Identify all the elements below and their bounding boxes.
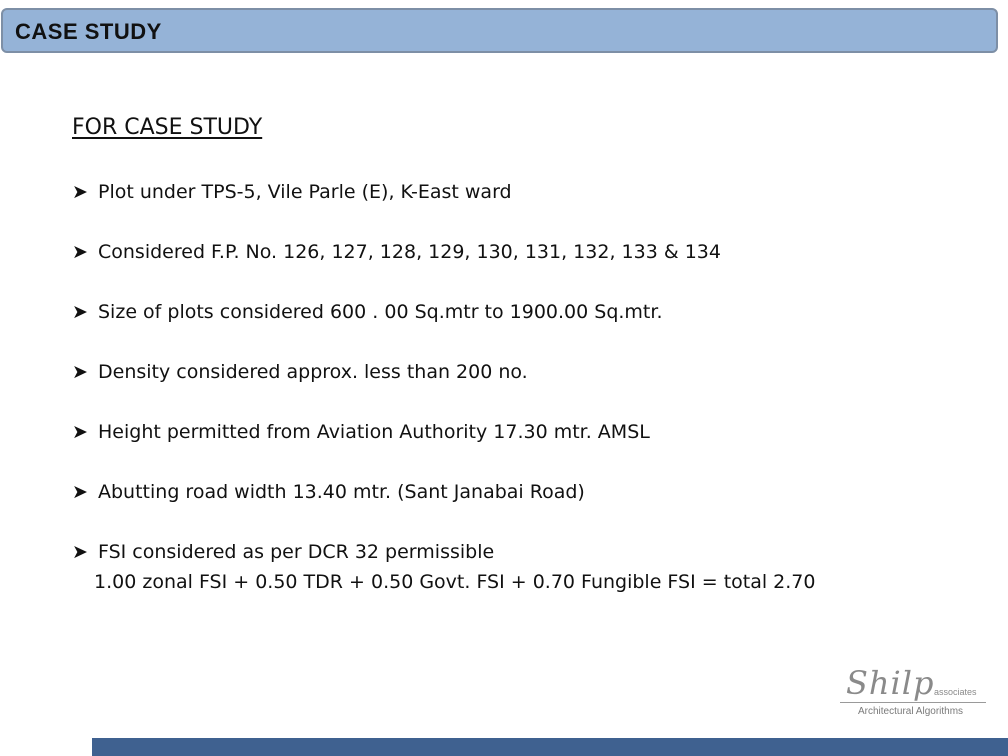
bullet-text: Considered F.P. No. 126, 127, 128, 129, 130, 131, 132, 133 & 134 <box>98 241 721 263</box>
arrow-bullet-icon: ➤ <box>72 241 88 263</box>
logo-divider <box>840 702 986 703</box>
bullet-text: Density considered approx. less than 200 no. <box>98 361 528 383</box>
bullet-continuation: 1.00 zonal FSI + 0.50 TDR + 0.50 Govt. FSI + 0.70 Fungible FSI = total 2.70 <box>94 571 816 593</box>
bullet-item <box>72 301 663 323</box>
bullet-text: Size of plots considered 600 . 00 Sq.mtr to 1900.00 Sq.mtr. <box>98 301 663 323</box>
bullet-item <box>72 421 650 443</box>
bullet-item <box>72 241 721 263</box>
bullet-item <box>72 481 585 503</box>
company-logo <box>840 664 990 723</box>
bullet-text: Abutting road width 13.40 mtr. (Sant Janabai Road) <box>98 481 585 503</box>
header-bar <box>1 8 998 53</box>
arrow-bullet-icon: ➤ <box>72 301 88 323</box>
arrow-bullet-icon: ➤ <box>72 181 88 203</box>
bullet-text: FSI considered as per DCR 32 permissible <box>98 541 495 563</box>
bullet-item <box>72 181 512 203</box>
arrow-bullet-icon: ➤ <box>72 481 88 503</box>
arrow-bullet-icon: ➤ <box>72 541 88 563</box>
bullet-item <box>72 361 528 383</box>
logo-suffix: associates <box>934 687 977 697</box>
arrow-bullet-icon: ➤ <box>72 421 88 443</box>
logo-tagline: Architectural Algorithms <box>858 706 964 717</box>
logo-name: Shilp <box>846 664 935 702</box>
footer-bar <box>92 738 1008 756</box>
bullet-item <box>72 541 494 563</box>
bullet-text: Plot under TPS-5, Vile Parle (E), K-East ward <box>98 181 512 203</box>
arrow-bullet-icon: ➤ <box>72 361 88 383</box>
bullet-text: Height permitted from Aviation Authority 17.30 mtr. AMSL <box>98 421 650 443</box>
section-heading: FOR CASE STUDY <box>72 115 263 140</box>
slide-title: CASE STUDY <box>15 19 162 44</box>
